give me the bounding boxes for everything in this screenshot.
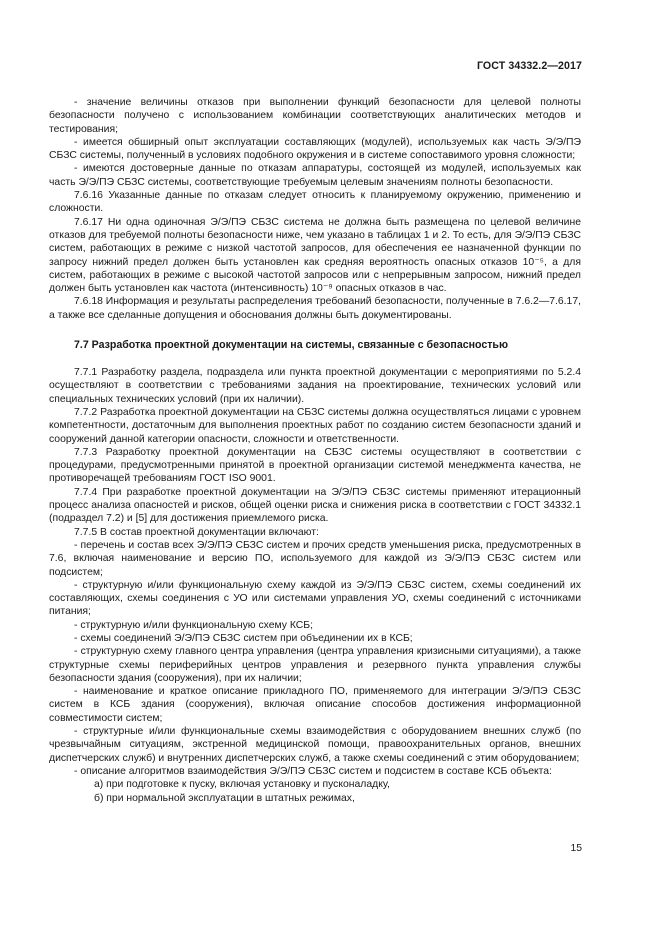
- page-number: 15: [570, 843, 582, 854]
- paragraph: 7.7.5 В состав проектной документации включают:: [74, 526, 319, 538]
- paragraph: - имеется обширный опыт эксплуатации составляющих (модулей), используемых как часть Э/Э/ПЭ СБЗС системы, полученный в условиях подобного окружения и в системе сопоставимого уровня сложности;: [49, 136, 581, 162]
- paragraph: - имеются достоверные данные по отказам аппаратуры, состоящей из модулей, используемых как часть Э/Э/ПЭ СБЗС системы, соответствующие требуемым целевым значениям полноты безопасности.: [49, 163, 581, 188]
- standard-header: ГОСТ 34332.2—2017: [476, 60, 582, 72]
- paragraph: 7.6.17 Ни одна одиночная Э/Э/ПЭ СБЗС система не должна быть размещена по целевой величине отказов для требуемой полноты безопасности ниже, чем указано в таблицах 1 и 2. То есть, для Э/Э/ПЭ СБЗС систем, работающих в режиме с низкой частотой запросов, для обеспечения ее назначенной функции по запросу нижний предел должен быть установлен как средняя вероятность опасных отказов 10⁻⁵, а для систем, работающих в режиме с высокой частотой запросов или с непрерывным запросом, нижний предел должен быть установлен как частота (интенсивность) 10⁻⁹ опасных отказов в час.: [49, 216, 581, 295]
- paragraph: 7.7.2 Разработка проектной документации на СБЗС системы должна осуществляться лицами с уровнем компетентности, достаточным для выполнения проектных работ по созданию систем безопасности зданий и сооружений данной категории опасности, сложности и ответственности.: [49, 406, 581, 445]
- list-item: - структурные и/или функциональные схемы взаимодействия с оборудованием внешних служб (по чрезвычайным ситуациям, экстренной медицинской помощи, правоохранительных органов, внешних диспетчерских служб) и внутренних диспетчерских служб, а также схемы соединений с этим оборудованием;: [49, 726, 581, 764]
- list-item: - структурную и/или функциональную схему КСБ;: [74, 619, 314, 631]
- sub-list-item: б) при нормальной эксплуатации в штатных режимах,: [94, 792, 355, 804]
- list-item: - наименование и краткое описание прикладного ПО, применяемого для интеграции Э/Э/ПЭ СБЗС систем в КСБ здания (сооружения), включая описание способов достижения информационной совместимости систем;: [49, 686, 581, 724]
- list-item: - структурную схему главного центра управления (центра управления кризисными ситуациями), а также структурные схемы периферийных центров управления и резервного пункта управления службы безопасности здания (сооружения), при их наличии;: [49, 646, 581, 684]
- paragraph: 7.7.1 Разработку раздела, подраздела или пункта проектной документации с мероприятиями по 5.2.4 осуществляют в соответствии с требованиями задания на проектирование, технических условий или специальных технических условий (при их наличии).: [49, 367, 581, 405]
- list-item: - структурную и/или функциональную схему каждой из Э/Э/ПЭ СБЗС систем, схемы соединений их составляющих, схемы соединения с УО или системами управления УО, схемы соединений с источниками питания;: [49, 579, 581, 618]
- paragraph: 7.6.16 Указанные данные по отказам следует относить к планируемому окружению, применению и сложности.: [49, 190, 581, 215]
- list-item: - описание алгоритмов взаимодействия Э/Э/ПЭ СБЗС систем и подсистем в составе КСБ объекта:: [74, 765, 552, 777]
- paragraph: 7.7.3 Разработку проектной документации на СБЗС системы осуществляют в соответствии с процедурами, предусмотренными принятой в проектной организации системой менеджмента качества, не противоречащей требованиям ГОСТ ISO 9001.: [49, 446, 581, 485]
- document-body: [49, 96, 581, 805]
- list-item: - перечень и состав всех Э/Э/ПЭ СБЗС систем и прочих средств уменьшения риска, предусмотренных в 7.6, включая наименование и версию ПО, используемого для каждой из Э/Э/ПЭ СБЗС систем или подсистем;: [49, 539, 581, 578]
- paragraph: 7.6.18 Информация и результаты распределения требований безопасности, полученные в 7.6.2—7.6.17, а также все сделанные допущения и обоснования должны быть документированы.: [49, 296, 581, 321]
- paragraph: - значение величины отказов при выполнении функций безопасности для целевой полноты безопасности получено с использованием комбинации соответствующих аналитических методов и тестирования;: [49, 97, 581, 135]
- sub-list-item: а) при подготовке к пуску, включая установку и пусконаладку,: [94, 779, 390, 791]
- paragraph: 7.7.4 При разработке проектной документации на Э/Э/ПЭ СБЗС системы применяют итерационный процесс анализа опасностей и рисков, общей оценки риска и снижения риска в соответствии с ГОСТ 34332.1 (подраздел 7.2) и [5] для достижения приемлемого риска.: [49, 486, 581, 525]
- section-title: 7.7 Разработка проектной документации на системы, связанные с безопасностью: [74, 339, 508, 352]
- list-item: - схемы соединений Э/Э/ПЭ СБЗС систем при объединении их в КСБ;: [74, 632, 413, 644]
